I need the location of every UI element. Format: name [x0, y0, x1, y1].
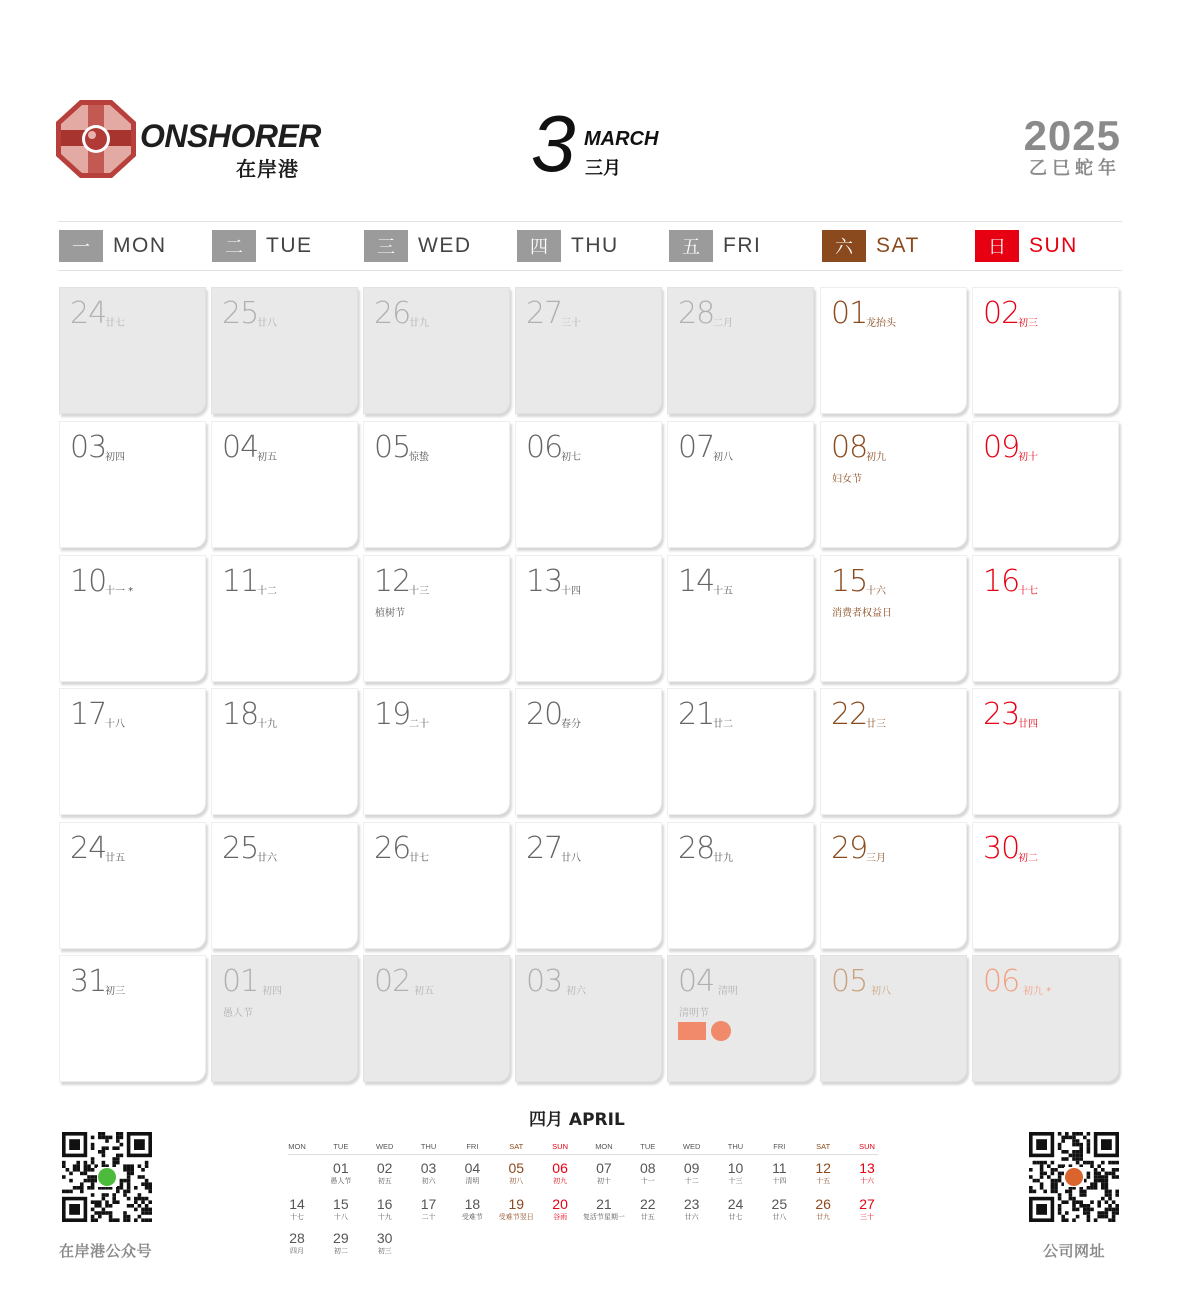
mini-lunar-date: 廿九 — [816, 1213, 831, 1221]
mini-lunar-date: 受难节翌日 — [498, 1213, 534, 1221]
mini-lunar-date: 复活节星期一 — [582, 1213, 625, 1221]
lunar-date: 初三 — [105, 986, 125, 997]
weekday-cn-badge: 一 — [59, 230, 103, 262]
lunar-date: 十八 — [105, 719, 125, 730]
weekday-en-label: WED — [418, 234, 472, 257]
lunar-date: 十一 * — [105, 586, 134, 597]
wechat-qr-code-icon — [62, 1132, 152, 1222]
day-number: 24 — [70, 296, 107, 331]
day-cell[interactable] — [820, 688, 967, 815]
mini-day-number: 23 — [683, 1196, 700, 1212]
mini-weekday-label: WED — [682, 1142, 701, 1151]
weekday-cn-badge: 六 — [822, 230, 866, 262]
day-number: 17 — [70, 697, 107, 732]
day-number: 02 — [983, 296, 1020, 331]
lunar-date: 初六 — [566, 986, 586, 997]
mini-day-number: 16 — [376, 1196, 393, 1212]
mini-weekday-label: FRI — [773, 1142, 786, 1151]
mini-lunar-date: 十八 — [333, 1213, 348, 1221]
lunar-date: 廿三 — [866, 719, 886, 730]
mini-day-number: 20 — [552, 1196, 568, 1212]
day-number: 22 — [831, 697, 868, 732]
mini-day-number: 08 — [640, 1160, 656, 1176]
day-number: 04 — [678, 964, 715, 999]
day-number: 28 — [678, 296, 715, 331]
mini-day — [832, 1196, 902, 1222]
weekday-cn-badge: 三 — [364, 230, 408, 262]
wechat-qr-label: 在岸港公众号 — [59, 1242, 153, 1260]
mini-lunar-date: 十五 — [816, 1177, 831, 1185]
lunar-date: 二月 — [713, 318, 733, 329]
mini-lunar-date: 二十 — [421, 1213, 436, 1221]
lunar-date: 十六 — [866, 586, 886, 597]
day-cell[interactable] — [363, 421, 510, 548]
lunar-date: 廿五 — [105, 853, 125, 864]
day-cell[interactable] — [820, 955, 967, 1082]
day-cell[interactable] — [211, 822, 358, 949]
mini-weekday-label: SAT — [509, 1142, 524, 1151]
day-number: 20 — [526, 697, 563, 732]
lunar-date: 十九 — [257, 719, 277, 730]
lunar-date: 初八 — [871, 986, 891, 997]
mini-day-number: 13 — [859, 1160, 875, 1176]
lunar-date: 十三 — [409, 586, 429, 597]
lunar-date: 龙抬头 — [866, 318, 896, 329]
mini-lunar-date: 初八 — [509, 1177, 524, 1185]
mini-lunar-date: 十六 — [860, 1177, 875, 1185]
lunar-date: 初三 — [1018, 318, 1038, 329]
day-number: 05 — [831, 964, 868, 999]
day-number: 25 — [222, 831, 259, 866]
mini-lunar-date: 十三 — [728, 1177, 743, 1185]
mini-day-number: 02 — [376, 1160, 393, 1176]
festival-label: 愚人节 — [223, 1008, 253, 1019]
day-cell[interactable] — [972, 421, 1119, 548]
day-number: 27 — [526, 296, 563, 331]
day-number: 12 — [374, 564, 411, 599]
mini-lunar-date: 十二 — [684, 1177, 699, 1185]
day-number: 08 — [831, 430, 868, 465]
day-number: 31 — [70, 964, 107, 999]
weekday-en-label: SUN — [1029, 234, 1078, 257]
lunar-date: 初五 — [414, 986, 434, 997]
mini-day-number: 06 — [552, 1160, 568, 1176]
weekday-en-label: MON — [113, 234, 167, 257]
lunar-date: 十二 — [257, 586, 277, 597]
lunar-date: 初九 * — [1023, 986, 1052, 997]
mini-lunar-date: 受难节 — [461, 1213, 483, 1221]
mini-weekday-label: SUN — [552, 1142, 569, 1151]
mini-day — [832, 1160, 902, 1186]
weekday-thu — [517, 230, 619, 262]
weekday-mon — [59, 230, 167, 262]
mini-lunar-date: 十四 — [772, 1177, 787, 1185]
weekday-cn-badge: 五 — [669, 230, 713, 262]
day-cell[interactable] — [515, 955, 662, 1082]
day-number: 03 — [70, 430, 107, 465]
mini-lunar-date: 清明 — [465, 1177, 480, 1185]
year: 2025 — [1023, 112, 1121, 159]
weekday-sun — [975, 230, 1078, 262]
day-cell[interactable] — [211, 421, 358, 548]
mini-day-number: 12 — [815, 1160, 831, 1176]
lunar-date: 廿六 — [257, 853, 277, 864]
mini-lunar-date: 初三 — [377, 1247, 392, 1255]
day-cell[interactable] — [211, 955, 358, 1082]
lunar-date: 初五 — [257, 452, 277, 463]
year-cn: 乙巳蛇年 — [1029, 158, 1121, 179]
mini-day-number: 17 — [420, 1196, 437, 1212]
mini-weekday-label: SUN — [859, 1142, 875, 1151]
onshorer-logo-icon — [56, 100, 136, 178]
mini-weekday-label: THU — [420, 1142, 437, 1151]
day-number: 04 — [222, 430, 259, 465]
day-number: 26 — [374, 296, 411, 331]
day-cell[interactable] — [515, 287, 662, 414]
day-cell[interactable] — [363, 555, 510, 682]
day-cell[interactable] — [667, 822, 814, 949]
day-cell[interactable] — [667, 688, 814, 815]
weekday-cn-badge: 日 — [975, 230, 1019, 262]
lunar-date: 惊蛰 — [409, 452, 429, 463]
lunar-date: 廿二 — [713, 719, 733, 730]
day-number: 16 — [983, 564, 1020, 599]
mini-day-number: 19 — [508, 1196, 525, 1212]
day-cell[interactable] — [667, 555, 814, 682]
lunar-date: 初七 — [561, 452, 581, 463]
day-number: 29 — [831, 831, 868, 866]
lunar-date: 三十 — [561, 318, 581, 329]
month-name-cn: 三月 — [585, 158, 621, 179]
day-cell[interactable] — [515, 421, 662, 548]
weekday-wed — [364, 230, 472, 262]
day-cell[interactable] — [59, 287, 206, 414]
mini-lunar-date: 十一 — [640, 1177, 655, 1185]
weekday-fri — [669, 230, 761, 262]
day-number: 18 — [222, 697, 259, 732]
lunar-date: 初四 — [105, 452, 125, 463]
day-cell[interactable] — [363, 287, 510, 414]
day-number: 13 — [526, 564, 563, 599]
weekday-cn-badge: 四 — [517, 230, 561, 262]
day-number: 06 — [983, 964, 1020, 999]
day-number: 19 — [374, 697, 411, 732]
lunar-date: 廿八 — [257, 318, 277, 329]
weekday-en-label: FRI — [723, 234, 762, 257]
mini-weekday-label: SAT — [816, 1142, 831, 1151]
lunar-date: 廿七 — [409, 853, 429, 864]
day-number: 25 — [222, 296, 259, 331]
lunar-date: 廿九 — [409, 318, 429, 329]
month-number: 3 — [531, 99, 576, 188]
day-cell[interactable] — [515, 822, 662, 949]
mini-day-number: 07 — [596, 1160, 612, 1176]
hong-kong-flag-icon — [711, 1021, 731, 1041]
mini-weekday-label: FRI — [466, 1142, 479, 1151]
day-cell[interactable] — [972, 287, 1119, 414]
mini-lunar-date: 初六 — [421, 1177, 436, 1185]
day-number: 07 — [678, 430, 715, 465]
day-cell[interactable] — [211, 555, 358, 682]
mini-day-number: 10 — [727, 1160, 744, 1176]
day-number: 01 — [222, 964, 259, 999]
lunar-date: 初四 — [262, 986, 282, 997]
day-cell[interactable] — [363, 822, 510, 949]
mini-weekday-label: MON — [288, 1142, 306, 1151]
mini-lunar-date: 廿八 — [772, 1213, 787, 1221]
mini-day-number: 04 — [464, 1160, 481, 1176]
day-number: 06 — [526, 430, 563, 465]
mini-lunar-date: 初五 — [377, 1177, 392, 1185]
lunar-date: 春分 — [561, 719, 581, 730]
day-number: 10 — [70, 564, 107, 599]
lunar-date: 二十 — [409, 719, 429, 730]
mini-weekday-label: TUE — [333, 1142, 349, 1151]
brand-name: ONSHORER — [140, 118, 321, 154]
lunar-date: 初十 — [1018, 452, 1038, 463]
mini-day-number: 14 — [289, 1196, 305, 1212]
mini-weekday-label: TUE — [640, 1142, 656, 1151]
day-cell[interactable] — [820, 287, 967, 414]
lunar-date: 廿八 — [561, 853, 581, 864]
day-number: 30 — [983, 831, 1020, 866]
day-number: 02 — [374, 964, 411, 999]
day-cell[interactable] — [59, 688, 206, 815]
day-cell[interactable] — [363, 955, 510, 1082]
mini-lunar-date: 廿六 — [684, 1213, 699, 1221]
day-cell[interactable] — [972, 822, 1119, 949]
lunar-date: 廿七 — [105, 318, 125, 329]
day-cell[interactable] — [820, 421, 967, 548]
mini-lunar-date: 初十 — [596, 1177, 611, 1185]
weekday-sat — [822, 230, 920, 262]
day-number: 24 — [70, 831, 107, 866]
day-cell[interactable] — [972, 955, 1119, 1082]
mini-lunar-date: 十九 — [377, 1213, 392, 1221]
day-number: 28 — [678, 831, 715, 866]
day-cell[interactable] — [820, 822, 967, 949]
mini-day-number: 15 — [333, 1196, 349, 1212]
mini-day-number: 11 — [772, 1160, 787, 1176]
day-number: 15 — [831, 564, 868, 599]
mini-lunar-date: 廿七 — [728, 1213, 743, 1221]
lunar-date: 廿九 — [713, 853, 733, 864]
lunar-date: 初九 — [866, 452, 886, 463]
mini-weekday-label: MON — [595, 1142, 613, 1151]
weekday-tue — [212, 230, 313, 262]
weekday-en-label: TUE — [266, 234, 313, 257]
weekday-bottom-divider — [58, 270, 1122, 271]
website-qr-code-icon — [1029, 1132, 1119, 1222]
mini-day-number: 05 — [508, 1160, 525, 1176]
mini-day-number: 29 — [333, 1230, 349, 1246]
mini-day — [350, 1230, 420, 1256]
day-cell[interactable] — [59, 421, 206, 548]
day-cell[interactable] — [59, 555, 206, 682]
mini-day-number: 18 — [464, 1196, 481, 1212]
weekday-en-label: SAT — [876, 234, 920, 257]
mini-day-number: 09 — [683, 1160, 700, 1176]
day-number: 26 — [374, 831, 411, 866]
mini-lunar-date: 初九 — [553, 1177, 568, 1185]
china-flag-icon — [678, 1022, 706, 1040]
festival-label: 植树节 — [375, 608, 405, 619]
mini-day-number: 27 — [859, 1196, 875, 1212]
lunar-date: 三月 — [866, 853, 886, 864]
weekday-en-label: THU — [571, 234, 619, 257]
day-number: 14 — [678, 564, 715, 599]
mini-day-number: 25 — [771, 1196, 788, 1212]
month-name-en: MARCH — [584, 128, 659, 150]
day-number: 03 — [526, 964, 563, 999]
mini-lunar-date: 谷雨 — [553, 1213, 568, 1221]
mini-day-number: 30 — [376, 1230, 393, 1246]
day-number: 27 — [526, 831, 563, 866]
day-cell[interactable] — [515, 555, 662, 682]
mini-weekday-label: THU — [727, 1142, 744, 1151]
lunar-date: 十四 — [561, 586, 581, 597]
lunar-date: 十七 — [1018, 586, 1038, 597]
day-cell[interactable] — [363, 688, 510, 815]
weekday-top-divider — [58, 221, 1122, 222]
festival-label: 消费者权益日 — [832, 608, 892, 619]
mini-lunar-date: 愚人节 — [330, 1177, 352, 1185]
day-number: 01 — [831, 296, 868, 331]
lunar-date: 初八 — [713, 452, 733, 463]
lunar-date: 廿四 — [1018, 719, 1038, 730]
next-month-title: 四月 APRIL — [529, 1110, 625, 1130]
day-cell[interactable] — [59, 822, 206, 949]
mini-lunar-date: 三十 — [860, 1213, 875, 1221]
weekday-cn-badge: 二 — [212, 230, 256, 262]
day-cell[interactable] — [972, 688, 1119, 815]
day-cell[interactable] — [667, 287, 814, 414]
mini-day-number: 24 — [727, 1196, 744, 1212]
day-cell[interactable] — [515, 688, 662, 815]
mini-day-number: 01 — [333, 1160, 349, 1176]
day-number: 11 — [222, 564, 259, 599]
day-cell[interactable] — [59, 955, 206, 1082]
brand-name-cn: 在岸港 — [236, 157, 299, 181]
mini-lunar-date: 廿五 — [640, 1213, 655, 1221]
mini-day-number: 22 — [640, 1196, 656, 1212]
lunar-date: 清明 — [718, 986, 738, 997]
day-number: 21 — [678, 697, 715, 732]
mini-day-number: 21 — [596, 1196, 612, 1212]
day-number: 09 — [983, 430, 1020, 465]
day-cell[interactable] — [972, 555, 1119, 682]
festival-label: 清明节 — [679, 1008, 709, 1019]
mini-lunar-date: 初二 — [333, 1247, 348, 1255]
day-cell[interactable] — [667, 955, 814, 1082]
lunar-date: 初二 — [1018, 853, 1038, 864]
day-number: 05 — [374, 430, 411, 465]
day-cell[interactable] — [667, 421, 814, 548]
mini-lunar-date: 四月 — [290, 1247, 304, 1255]
day-cell[interactable] — [211, 287, 358, 414]
festival-label: 妇女节 — [832, 474, 862, 485]
website-qr-label: 公司网址 — [1043, 1242, 1106, 1260]
mini-lunar-date: 十七 — [290, 1213, 304, 1221]
mini-day-number: 03 — [420, 1160, 437, 1176]
mini-day-number: 28 — [289, 1230, 305, 1246]
mini-day-number: 26 — [815, 1196, 831, 1212]
next-month-divider — [288, 1154, 878, 1155]
day-number: 23 — [983, 697, 1020, 732]
mini-weekday-label: WED — [375, 1142, 394, 1151]
day-cell[interactable] — [211, 688, 358, 815]
day-cell[interactable] — [820, 555, 967, 682]
lunar-date: 十五 — [713, 586, 733, 597]
